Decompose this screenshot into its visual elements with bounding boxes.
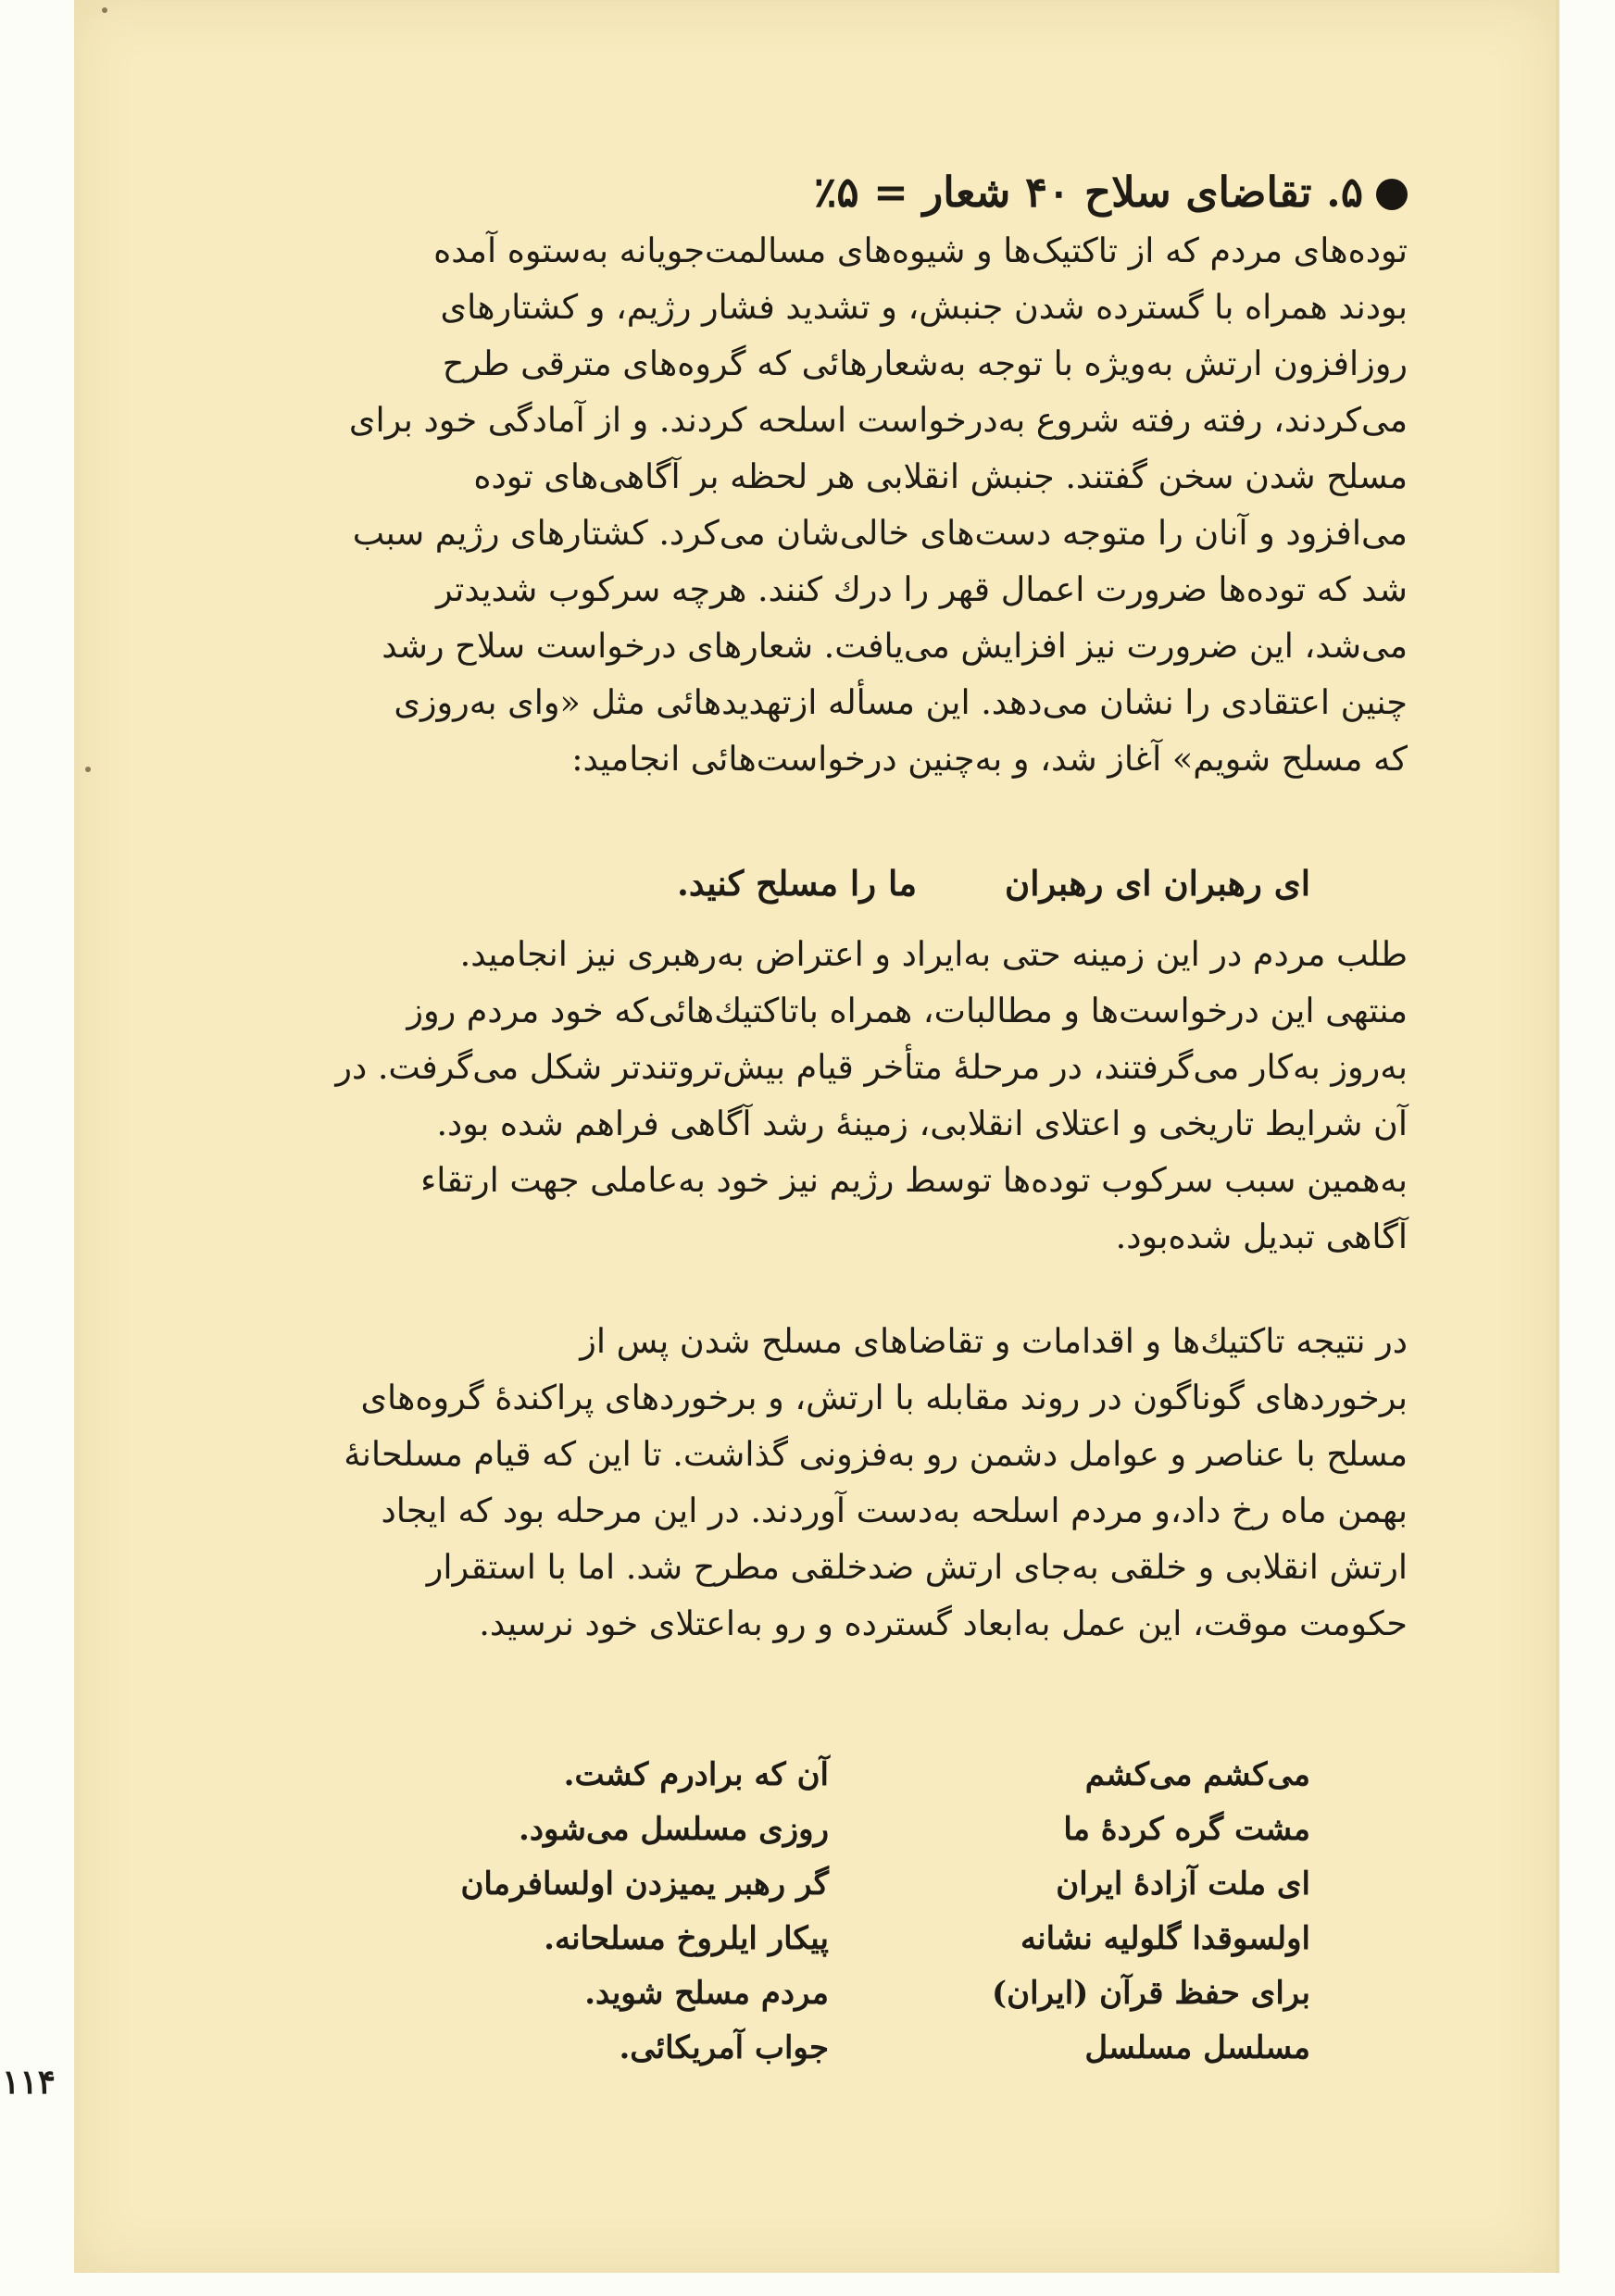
poem-line: جواب آمریکائی. [619, 2029, 829, 2066]
poem-line: ای ملت آزادهٔ ایران [1056, 1866, 1310, 1903]
section-number: ۵. [1326, 168, 1363, 217]
slogan-part-1: ای رهبران ای رهبران [1005, 863, 1310, 904]
poem-line: برای حفظ قرآن (ایران) [992, 1975, 1310, 2012]
poem-line: روزی مسلسل می‌شود. [518, 1811, 829, 1848]
poem-column-right [903, 1748, 1310, 2076]
poem-line: مسلسل مسلسل [1084, 2029, 1310, 2066]
poem-line: آن که برادرم کشت. [563, 1756, 829, 1793]
slogan-part-2: ما را مسلح کنید. [676, 863, 918, 904]
poem-line: اولسوقدا گلولیه نشانه [1020, 1920, 1310, 1957]
poem-line: پیکار ایلروخ مسلحانه. [544, 1920, 829, 1957]
paper-speck [102, 7, 107, 13]
poem-line: مشت گره کردهٔ ما [1063, 1811, 1310, 1848]
poem-line: مردم مسلح شوید. [584, 1975, 829, 2012]
poem-column-left [347, 1748, 829, 2076]
section-heading [148, 159, 1408, 226]
poem-line: گر رهبر یمیزدن اولسافرمان [460, 1866, 829, 1903]
bullet-dot-icon [1376, 179, 1408, 210]
section-title: تقاضای سلاح ۴۰ شعار = ۵٪ [814, 168, 1312, 217]
paragraph-1: توده‌های مردم که از تاکتیک‌ها و شیوه‌های مسالمت‌جویانه به‌ستوه آمده بودند همراه با گسترده شدن جنبش، و تشدید فشار رژیم، و کشتارهای روزافزون ارتش به‌ویژه با توجه به‌شعارهائی که گروه‌های مترقی طرح می‌کردند، رفته رفته شروع به‌درخواست اسلحه کردند. و از آمادگی خود برای مسلح شدن سخن گفتند. جنبش انقلابی هر لحظه بر آگاهی‌های توده می‌افزود و آنان را متوجه دست‌های خالی‌شان می‌کرد. کشتارهای رژیم سبب شد که توده‌ها ضرورت اعمال قهر را درك کنند. هرچه سرکوب شدیدتر می‌شد، این ضرورت نیز افزایش می‌یافت. شعارهای درخواست سلاح رشد چنین اعتقادی را نشان می‌دهد. این مسأله ازتهدیدهائی مثل «وای به‌روزی که مسلح شویم» آغاز شد، و به‌چنین درخواست‌هائی انجامید: [348, 231, 1408, 779]
paragraph-2: طلب مردم در این زمینه حتی به‌ایراد و اعتراض به‌رهبری نیز انجامید. منتهی این درخواست‌ها و مطالبات، همراه باتاکتیك‌هائی‌که خود مردم روز به‌روز به‌کار می‌گرفتند، در مرحلهٔ متأخر قیام بیش‌تروتندتر شکل می‌گرفت. در آن شرایط تاریخی و اعتلای انقلابی، زمینهٔ رشد آگاهی فراهم شده بود. به‌همین سبب سرکوب توده‌ها توسط رژیم نیز خود به‌عاملی جهت ارتقاء آگاهی تبدیل شده‌بود. [335, 934, 1408, 1256]
paragraph-3: در نتیجه تاکتیك‌ها و اقدامات و تقاضاهای مسلح شدن پس از برخوردهای گوناگون در روند مقابله با ارتش، و برخوردهای پراکندهٔ گروه‌های مسلح با عناصر و عوامل دشمن رو به‌فزونی گذاشت. تا این که قیام مسلحانهٔ بهمن ماه رخ داد،و مردم اسلحه به‌دست آوردند. در این مرحله بود که ایجاد ارتش انقلابی و خلقی به‌جای ارتش ضدخلقی مطرح شد. اما با استقرار حکومت موقت، این عمل به‌ابعاد گسترده و رو به‌اعتلای خود نرسید. [344, 1321, 1408, 1643]
paper-speck [85, 767, 91, 772]
slogan-line [384, 857, 1310, 909]
page-number: ۱۱۴ [1, 2063, 56, 2102]
page-content [1, 0, 1408, 2273]
poem-line: می‌کشم می‌کشم [1084, 1756, 1310, 1793]
